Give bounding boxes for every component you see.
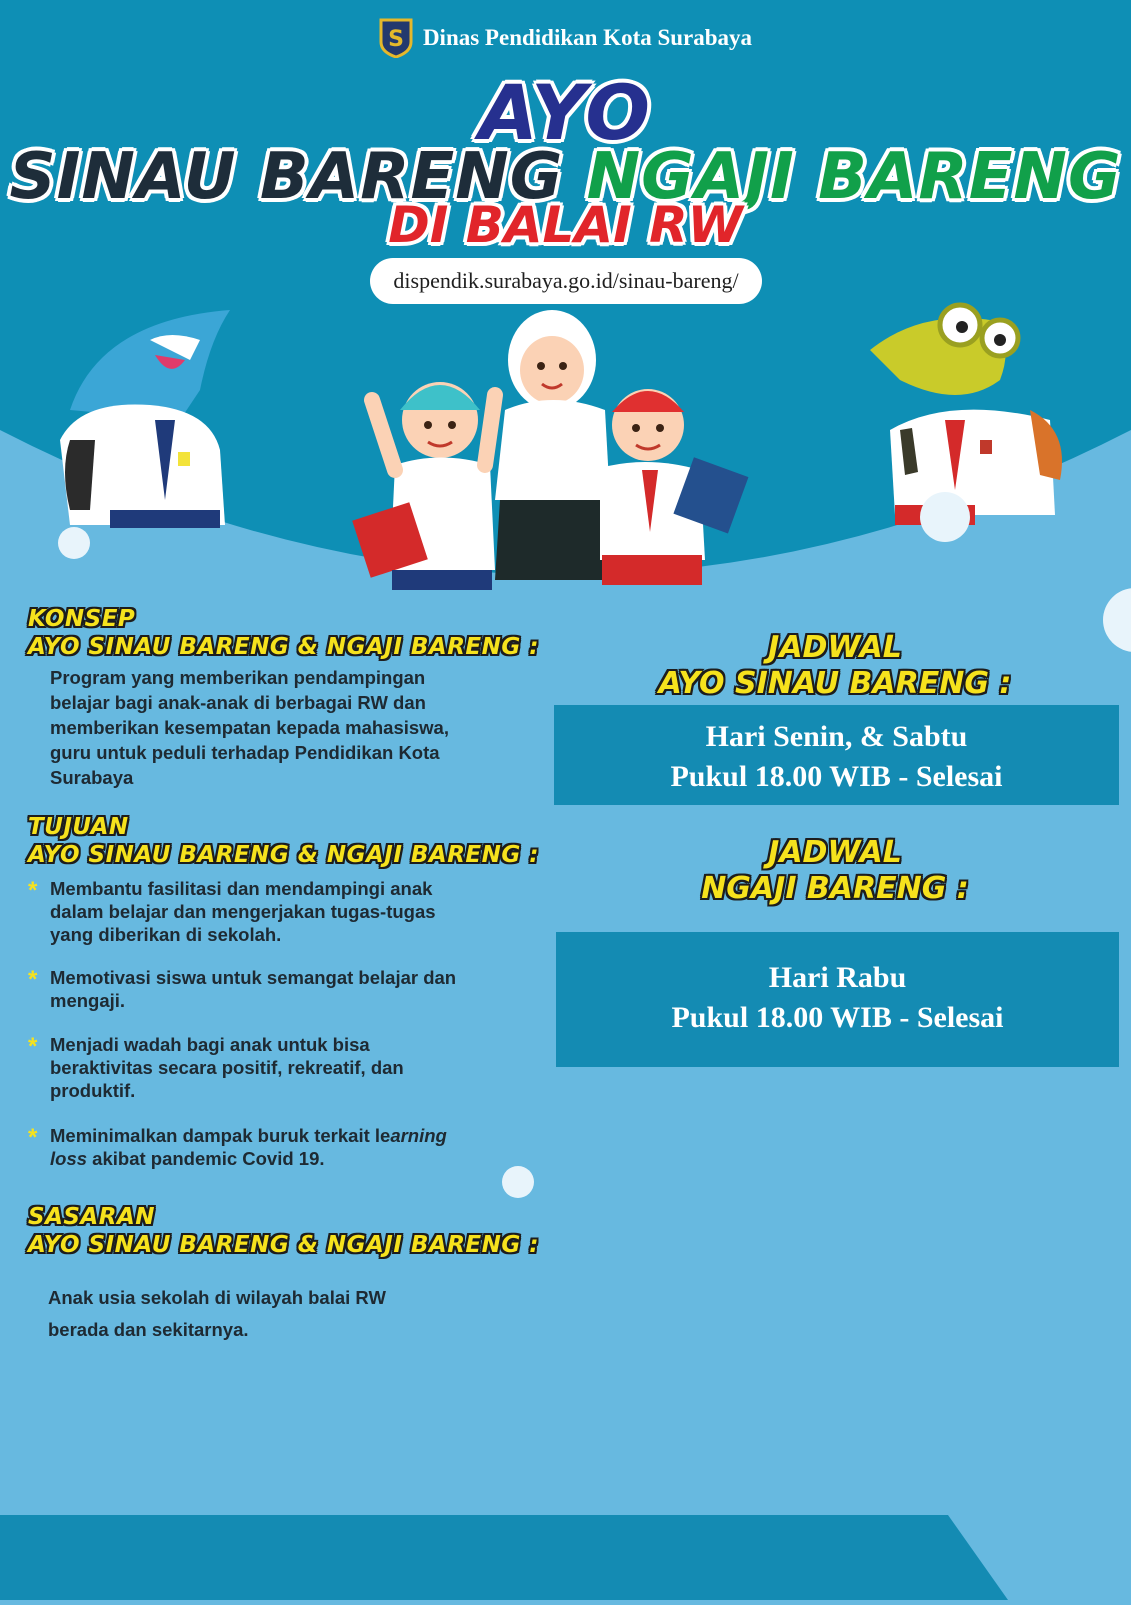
decorative-bubble	[502, 1166, 534, 1198]
bullet-line	[50, 1147, 528, 1170]
bullet-line: beraktivitas secara positif, rekreatif, dan	[50, 1057, 404, 1078]
sasaran-heading	[28, 1203, 539, 1259]
star-bullet-icon: *	[28, 1033, 38, 1060]
bullet-line: mengaji.	[50, 990, 126, 1011]
title-sinau-bareng: SINAU BARENG	[9, 140, 564, 214]
konsep-line: Program yang memberikan pendampingan	[50, 667, 426, 688]
jadwal-ngaji-time: Pukul 18.00 WIB - Selesai	[671, 1001, 1004, 1034]
bullet-line: yang diberikan di sekolah.	[50, 924, 282, 945]
jadwal-ngaji-box	[556, 932, 1119, 1067]
konsep-line: Surabaya	[50, 767, 134, 788]
website-url[interactable]	[370, 258, 762, 304]
characters-illustration	[0, 300, 1131, 600]
website-url-text: dispendik.surabaya.go.id/sinau-bareng/	[393, 268, 739, 293]
title-di-balai-rw: DI BALAI RW	[388, 196, 743, 254]
sasaran-line: berada dan sekitarnya.	[48, 1319, 249, 1340]
bullet-line: dalam belajar dan mengerjakan tugas-tugas	[50, 901, 436, 922]
tujuan-heading	[28, 813, 539, 869]
star-bullet-icon: *	[28, 877, 38, 904]
konsep-text	[50, 665, 449, 790]
sasaran-text	[48, 1282, 386, 1346]
jadwal-sinau-heading-line2: AYO SINAU BARENG :	[658, 666, 1012, 701]
tujuan-bullet	[28, 1033, 528, 1102]
bullet-text: akibat pandemic Covid 19.	[87, 1148, 325, 1169]
tujuan-bullet	[28, 966, 528, 1012]
tujuan-bullet	[28, 877, 528, 946]
kids-illustration	[352, 310, 748, 590]
header	[0, 18, 1131, 63]
jadwal-sinau-heading-line1: JADWAL	[768, 630, 902, 665]
bullet-line: produktif.	[50, 1080, 136, 1101]
footer-band	[0, 1515, 1131, 1600]
jadwal-sinau-heading	[555, 630, 1115, 702]
decorative-bubble	[58, 527, 90, 559]
bullet-text: Meminimalkan dampak buruk terkait le	[50, 1125, 391, 1146]
konsep-line: memberikan kesempatan kepada mahasiswa,	[50, 717, 449, 738]
bullet-text-italic: arning	[390, 1125, 447, 1146]
jadwal-ngaji-heading-line1: JADWAL	[768, 835, 902, 870]
decorative-bubble	[920, 492, 970, 542]
sasaran-heading-line1: SASARAN	[28, 1204, 155, 1230]
jadwal-sinau-day: Hari Senin, & Sabtu	[705, 720, 968, 753]
jadwal-ngaji-day: Hari Rabu	[768, 961, 907, 994]
bullet-line: Membantu fasilitasi dan mendampingi anak	[50, 878, 433, 899]
jadwal-ngaji-heading-line2: NGAJI BARENG :	[701, 871, 969, 906]
jadwal-ngaji-heading	[555, 835, 1115, 907]
konsep-heading	[28, 605, 539, 661]
jadwal-sinau-box	[554, 705, 1119, 805]
bullet-line: Memotivasi siswa untuk semangat belajar dan	[50, 967, 457, 988]
konsep-line: guru untuk peduli terhadap Pendidikan Kota	[50, 742, 440, 763]
title-ngaji-bareng: NGAJI BARENG	[586, 140, 1122, 214]
star-bullet-icon: *	[28, 966, 38, 993]
organization-name: Dinas Pendidikan Kota Surabaya	[422, 25, 753, 50]
svg-text:S: S	[388, 27, 404, 52]
jadwal-sinau-time: Pukul 18.00 WIB - Selesai	[670, 760, 1003, 793]
surabaya-crest-icon	[379, 18, 413, 58]
konsep-heading-line2: AYO SINAU BARENG & NGAJI BARENG :	[28, 634, 539, 660]
bullet-line: Menjadi wadah bagi anak untuk bisa	[50, 1034, 370, 1055]
star-bullet-icon: *	[28, 1124, 38, 1151]
crocodile-mascot-icon	[870, 305, 1062, 525]
shark-mascot-icon	[60, 310, 230, 528]
sasaran-line: Anak usia sekolah di wilayah balai RW	[48, 1287, 386, 1308]
konsep-line: belajar bagi anak-anak di berbagai RW dan	[50, 692, 426, 713]
tujuan-heading-line2: AYO SINAU BARENG & NGAJI BARENG :	[28, 842, 539, 868]
sasaran-heading-line2: AYO SINAU BARENG & NGAJI BARENG :	[28, 1232, 539, 1258]
bullet-text-italic: loss	[50, 1148, 88, 1169]
konsep-heading-line1: KONSEP	[28, 606, 136, 632]
title-ayo: AYO	[478, 68, 653, 157]
tujuan-heading-line1: TUJUAN	[28, 814, 129, 840]
tujuan-bullet	[28, 1124, 528, 1170]
bullet-line	[50, 1124, 528, 1147]
